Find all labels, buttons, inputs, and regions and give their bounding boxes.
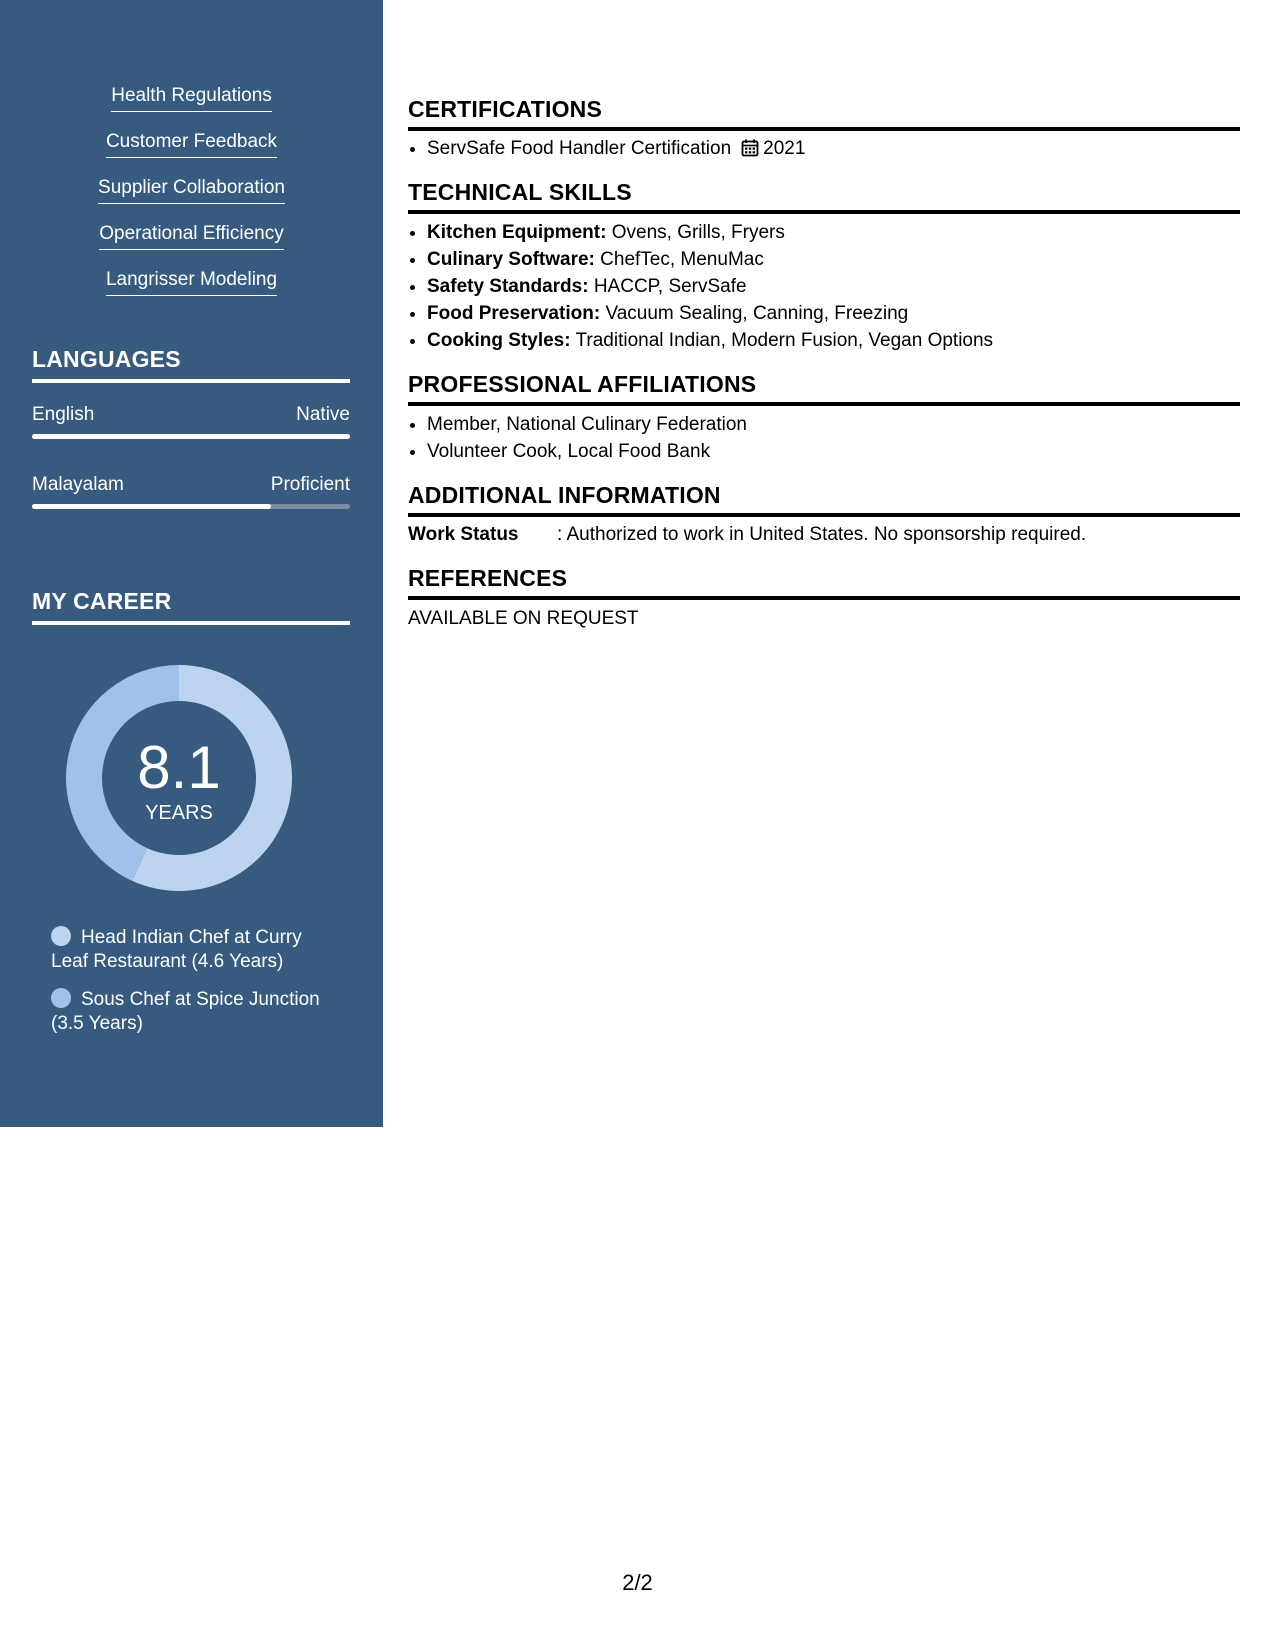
- legend-dot-icon: [51, 988, 71, 1008]
- skill-label: Safety Standards:: [427, 276, 589, 297]
- calendar-icon: [741, 139, 759, 157]
- certification-item: [427, 135, 1239, 162]
- languages-heading: LANGUAGES: [32, 346, 350, 383]
- sidebar: [0, 0, 383, 1127]
- references-heading: REFERENCES: [408, 565, 1240, 600]
- technical-skill-item: [427, 219, 1239, 246]
- skill-value: Ovens, Grills, Fryers: [611, 222, 785, 243]
- language-bar-fill: [32, 434, 350, 439]
- certification-name: ServSafe Food Handler Certification: [427, 138, 732, 159]
- affiliations-heading: PROFESSIONAL AFFILIATIONS: [408, 371, 1240, 406]
- skill-label: Food Preservation:: [427, 303, 601, 324]
- language-bar-fill: [32, 504, 271, 509]
- career-total-value: 8.1: [137, 734, 221, 801]
- career-legend-item: [51, 926, 331, 974]
- language-level: Native: [296, 404, 350, 425]
- skill-value: ChefTec, MenuMac: [600, 249, 764, 270]
- language-row: [32, 474, 350, 496]
- skill-value: Traditional Indian, Modern Fusion, Vegan Options: [575, 330, 994, 351]
- affiliation-item: • Volunteer Cook, Local Food Bank: [427, 438, 1239, 465]
- legend-dot-icon: [51, 926, 71, 946]
- language-level: Proficient: [270, 474, 350, 495]
- technical-skills-list: [408, 219, 1239, 354]
- technical-skill-item: [427, 246, 1239, 273]
- skill-value: Vacuum Sealing, Canning, Freezing: [605, 303, 909, 324]
- certification-year: 2021: [763, 138, 806, 159]
- skill-item: Supplier Collaboration: [98, 176, 285, 204]
- skill-item: Health Regulations: [111, 84, 272, 112]
- language-name: English: [32, 404, 95, 425]
- additional-info-heading: ADDITIONAL INFORMATION: [408, 482, 1240, 517]
- work-status-label: Work Status: [408, 524, 519, 545]
- skill-item: Langrisser Modeling: [106, 268, 277, 296]
- affiliations-list: [408, 411, 1239, 465]
- career-legend-item: [51, 988, 331, 1036]
- skill-label: Cooking Styles:: [427, 330, 571, 351]
- career-heading: MY CAREER: [32, 588, 350, 625]
- references-text: AVAILABLE ON REQUEST: [408, 608, 639, 629]
- affiliation-item: • Member, National Culinary Federation: [427, 411, 1239, 438]
- language-row: [32, 404, 350, 426]
- career-total-unit: YEARS: [145, 802, 213, 824]
- certifications-list: [408, 135, 1239, 162]
- work-status-row: [408, 523, 1086, 547]
- language-bar: [32, 504, 350, 509]
- career-legend-text: Head Indian Chef at Curry Leaf Restaurant (4.6 Years): [51, 927, 302, 972]
- technical-skill-item: [427, 327, 1239, 354]
- technical-skill-item: [427, 300, 1239, 327]
- career-legend-text: Sous Chef at Spice Junction (3.5 Years): [51, 989, 320, 1034]
- page-number: 2/2: [622, 1570, 653, 1595]
- skill-item: Operational Efficiency: [99, 222, 283, 250]
- technical-skills-heading: TECHNICAL SKILLS: [408, 179, 1240, 214]
- certifications-heading: CERTIFICATIONS: [408, 96, 1240, 131]
- language-bar: [32, 434, 350, 439]
- technical-skill-item: [427, 273, 1239, 300]
- career-total: [66, 735, 292, 825]
- work-status-value: : Authorized to work in United States. No sponsorship required.: [557, 524, 1087, 545]
- language-name: Malayalam: [32, 474, 124, 495]
- skill-label: Kitchen Equipment:: [427, 222, 607, 243]
- skill-item: Customer Feedback: [106, 130, 277, 158]
- skills-list: [0, 84, 383, 314]
- skill-label: Culinary Software:: [427, 249, 595, 270]
- skill-value: HACCP, ServSafe: [593, 276, 747, 297]
